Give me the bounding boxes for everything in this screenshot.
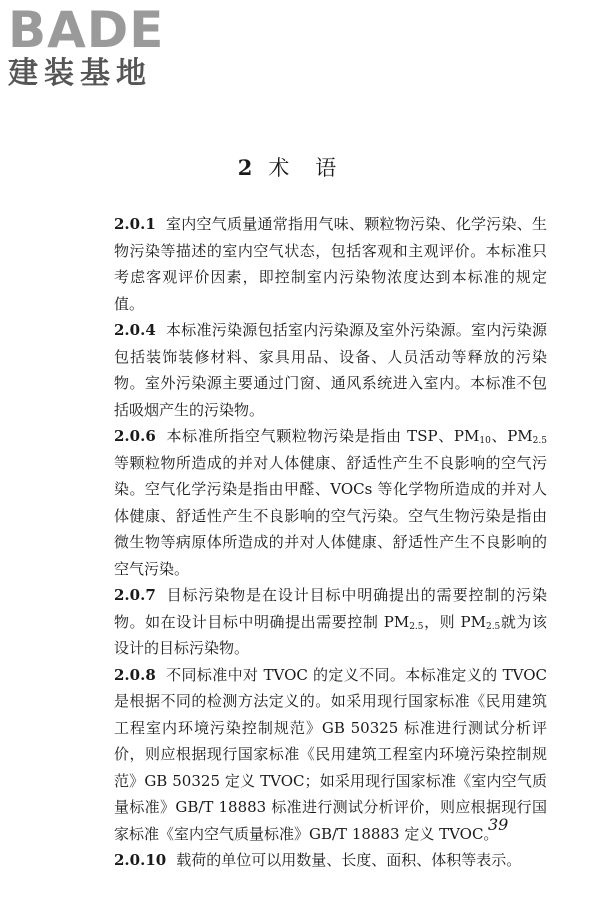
- terms-body: [114, 211, 547, 874]
- logo-subtitle: 建装基地: [8, 56, 152, 91]
- subscript: 10: [479, 436, 491, 446]
- chapter-number: 2: [237, 155, 255, 180]
- term-number: 2.0.7: [114, 586, 156, 604]
- term-2-0-6: [114, 423, 547, 582]
- logo: [8, 1, 178, 92]
- term-2-0-8: [114, 662, 547, 848]
- term-number: 2.0.10: [114, 851, 167, 869]
- term-text: 载荷的单位可以用数量、长度、面积、体积等表示。: [176, 851, 522, 869]
- term-text: 不同标准中对 TVOC 的定义不同。本标准定义的 TVOC 是根据不同的检测方法定义的。如采用现行国家标准《民用建筑工程室内环境污染控制规范》GB 50325 标准进行测试分析评价，则应根据现行国家标准《民用建筑工程室内环境污染控制规范》GB 50325 定义 TVOC；如采用现行国家标准《室内空气质量标准》GB/T 18883 标准进行测试分析评价，则应根据现行国家标准《室内空气质量标准》GB/T 18883 定义 TVOC。: [114, 665, 547, 843]
- term-text-b: 、PM: [490, 427, 533, 445]
- term-text: 室内空气质量通常指用气味、颗粒物污染、化学污染、生物污染等描述的室内空气状态，包括客观和主观评价。本标准只考虑客观评价因素，即控制室内污染物浓度达到本标准的规定值。: [114, 215, 547, 313]
- term-2-0-7: [114, 582, 547, 662]
- chapter-heading: [0, 152, 600, 182]
- subscript: 2.5: [409, 621, 424, 632]
- term-2-0-4: [114, 317, 547, 423]
- term-text-a: 目标污染物是在设计目标中明确提出的需要控制的污染物。如在设计目标中明确提出需要控制 PM: [114, 586, 547, 631]
- term-text-a: 本标准所指空气颗粒物污染是指由 TSP、PM: [165, 427, 480, 445]
- term-number: 2.0.4: [114, 321, 156, 339]
- subscript: 2.5: [532, 436, 547, 446]
- term-number: 2.0.1: [114, 215, 156, 233]
- term-text-b: ，则 PM: [423, 612, 486, 631]
- term-text-c: 等颗粒物所造成的并对人体健康、舒适性产生不良影响的空气污染。空气化学污染是指由甲醛、VOCs 等化学物所造成的并对人体健康、舒适性产生不良影响的空气污染。空气生物污染是指由微生物等病原体所造成的并对人体健康、舒适性产生不良影响的空气污染。: [114, 453, 547, 578]
- logo-mark: BADE: [8, 1, 165, 59]
- term-number: 2.0.6: [114, 427, 156, 445]
- chapter-title: 术语: [268, 156, 363, 180]
- term-text: 本标准污染源包括室内污染源及室外污染源。室内污染源包括装饰装修材料、家具用品、设备、人员活动等释放的污染物。室外污染源主要通过门窗、通风系统进入室内。本标准不包括吸烟产生的污染物。: [114, 321, 547, 419]
- term-text-c: 就为该设计的目标污染物。: [114, 612, 547, 657]
- subscript: 2.5: [485, 621, 501, 632]
- term-number: 2.0.8: [114, 665, 156, 684]
- term-2-0-10: [114, 847, 547, 874]
- page-number: 39: [488, 815, 509, 834]
- term-2-0-1: [114, 211, 547, 317]
